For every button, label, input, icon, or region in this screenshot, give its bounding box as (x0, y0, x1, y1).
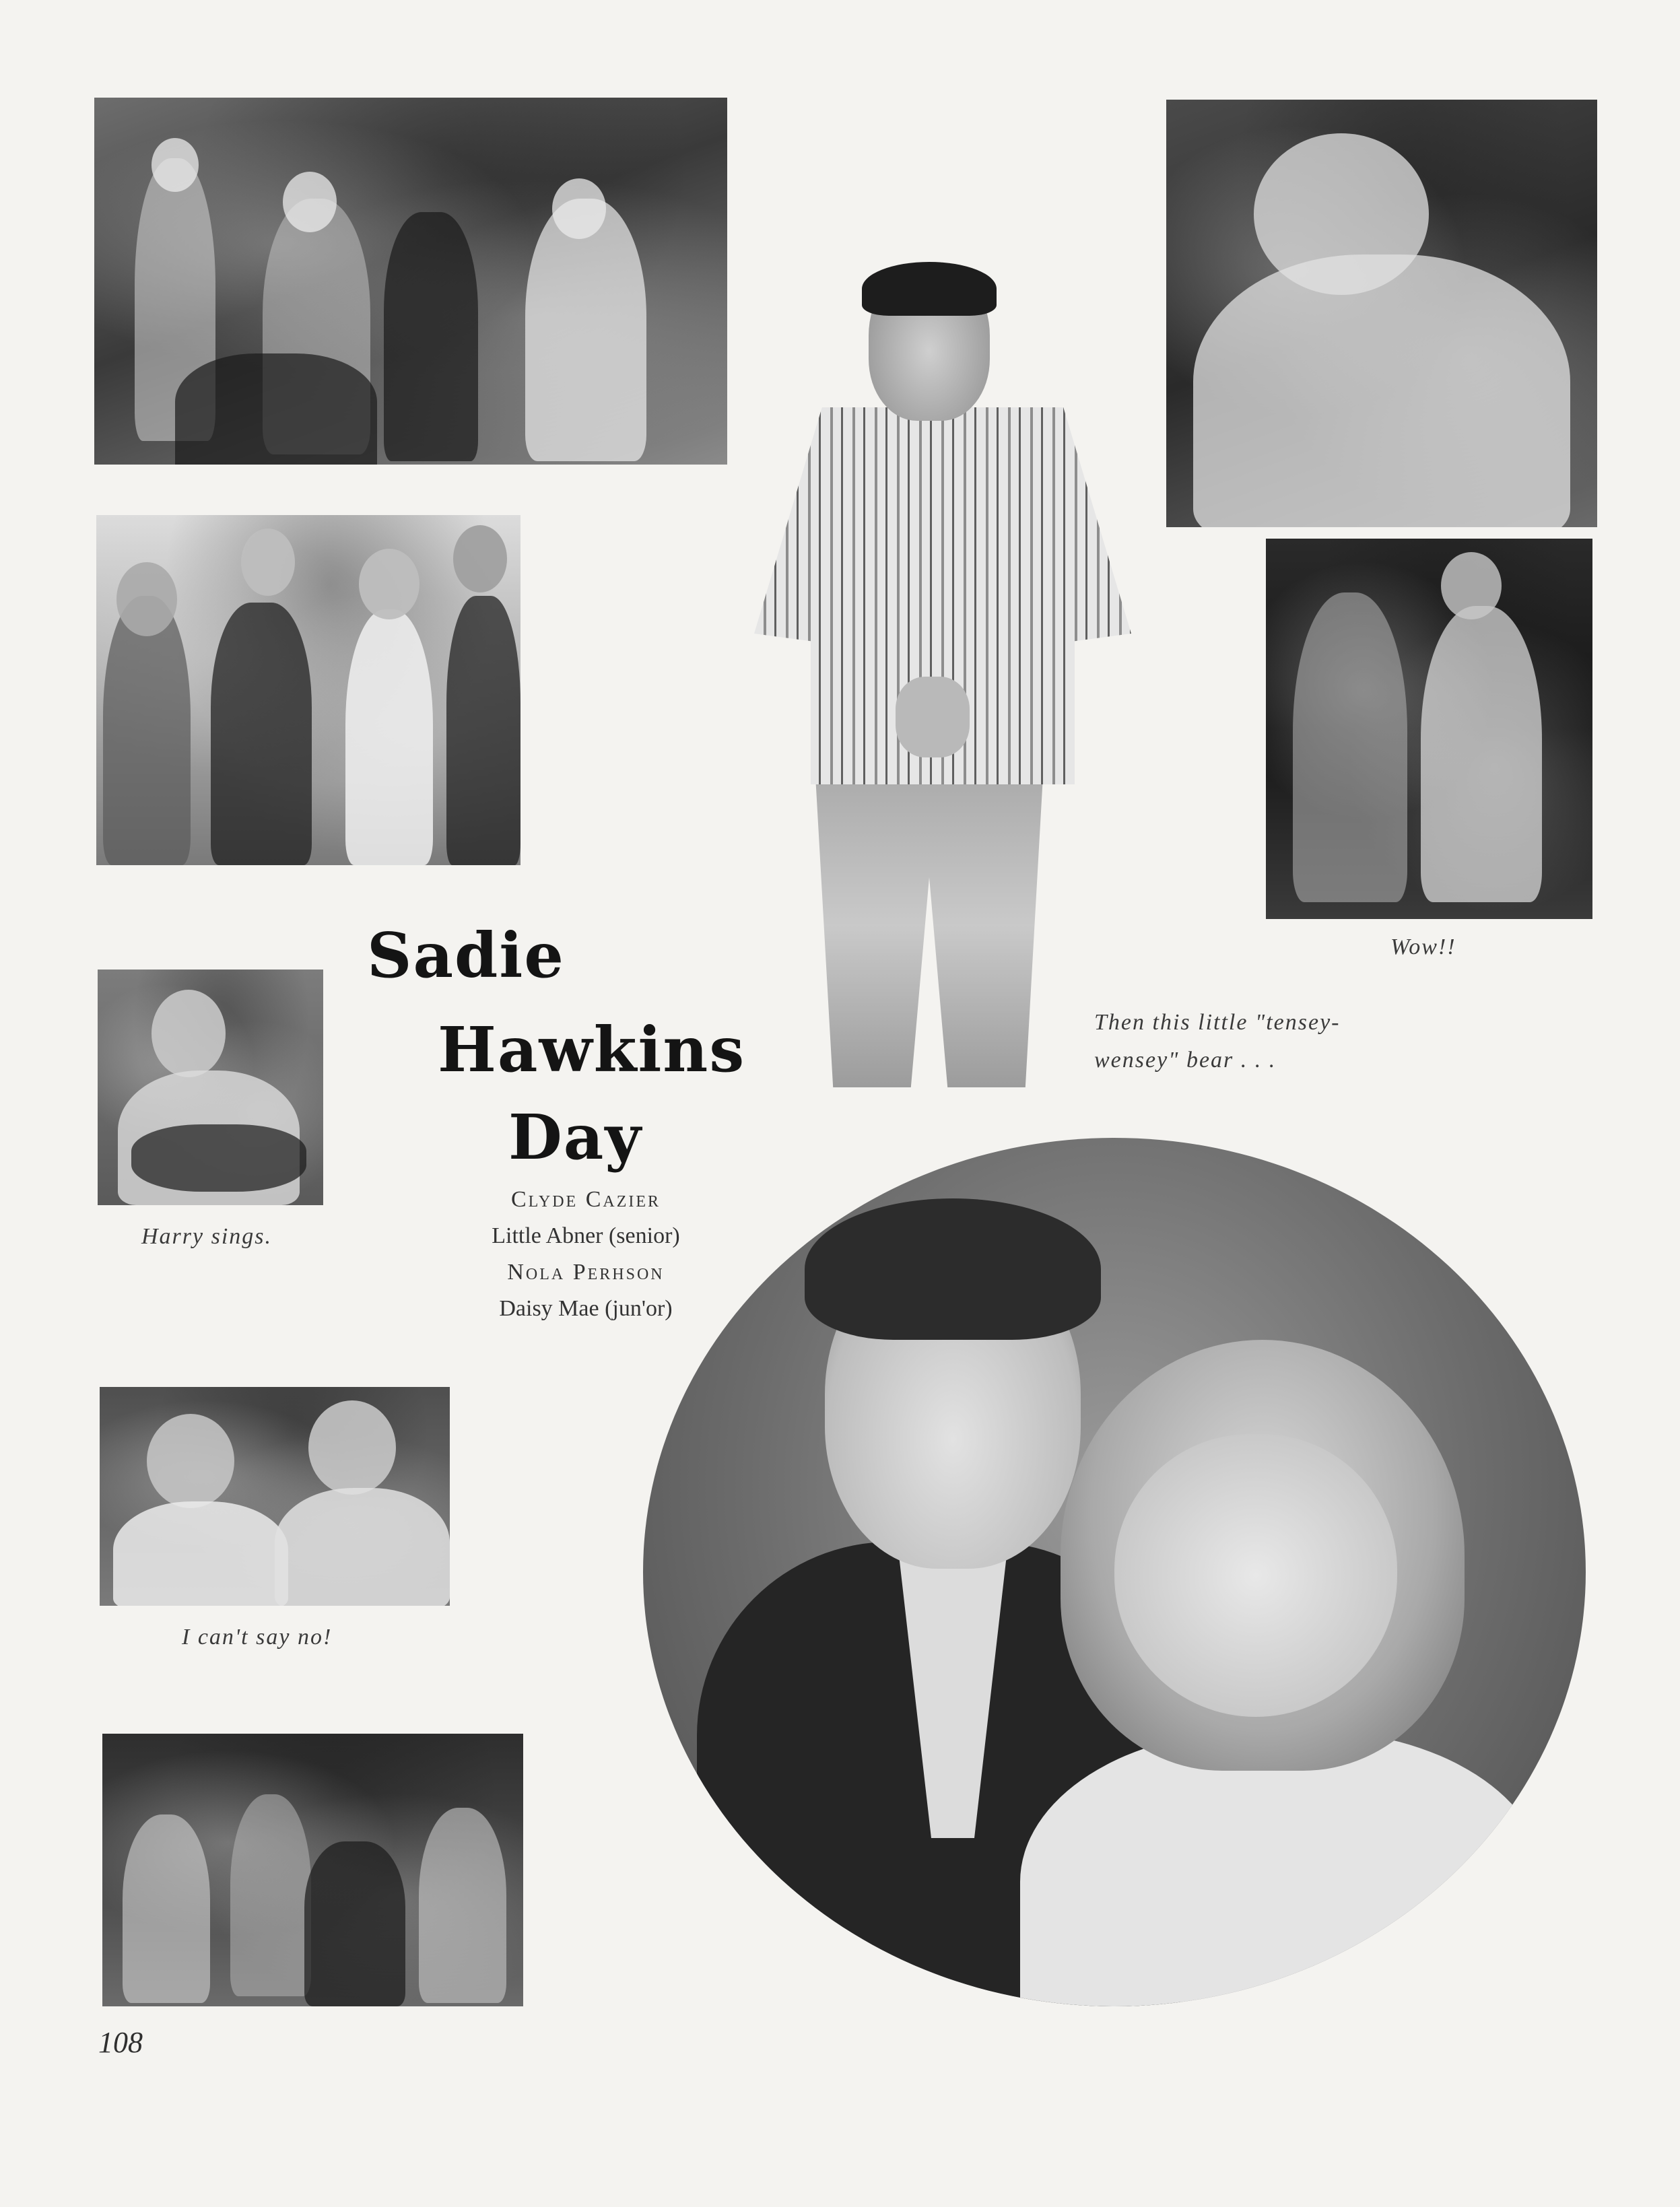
caption-tensey-line1: Then this little "tensey- (1094, 1010, 1341, 1035)
photo-cutout-striped-shirt (741, 266, 1118, 1087)
credit-role-1: Little Abner (senior) (492, 1223, 680, 1248)
caption-wow: Wow!! (1390, 935, 1456, 959)
title-sadie: Sadie (367, 919, 565, 992)
photo-couple-portrait (643, 1138, 1586, 2006)
credits-block (411, 1182, 761, 1327)
photo-dance-crowd-bottom (102, 1734, 523, 2006)
photo-four-people (96, 515, 520, 865)
photo-dancers-costumes (1266, 539, 1592, 919)
title-day: Day (508, 1101, 642, 1174)
caption-tensey-line2: wensey" bear . . . (1094, 1048, 1277, 1073)
photo-embrace (1166, 100, 1597, 527)
page-number: 108 (98, 2026, 143, 2059)
credit-name-2: Nola Perhson (507, 1260, 665, 1285)
caption-harry: Harry sings. (141, 1224, 273, 1249)
photo-two-girls (100, 1387, 450, 1606)
title-hawkins: Hawkins (438, 1013, 746, 1086)
caption-cant-say-no: I can't say no! (182, 1625, 333, 1650)
photo-harry-guitar (98, 970, 323, 1205)
photo-dance-crowd-top (94, 98, 727, 465)
credit-role-2: Daisy Mae (jun'or) (499, 1296, 673, 1321)
credit-name-1: Clyde Cazier (510, 1187, 661, 1212)
